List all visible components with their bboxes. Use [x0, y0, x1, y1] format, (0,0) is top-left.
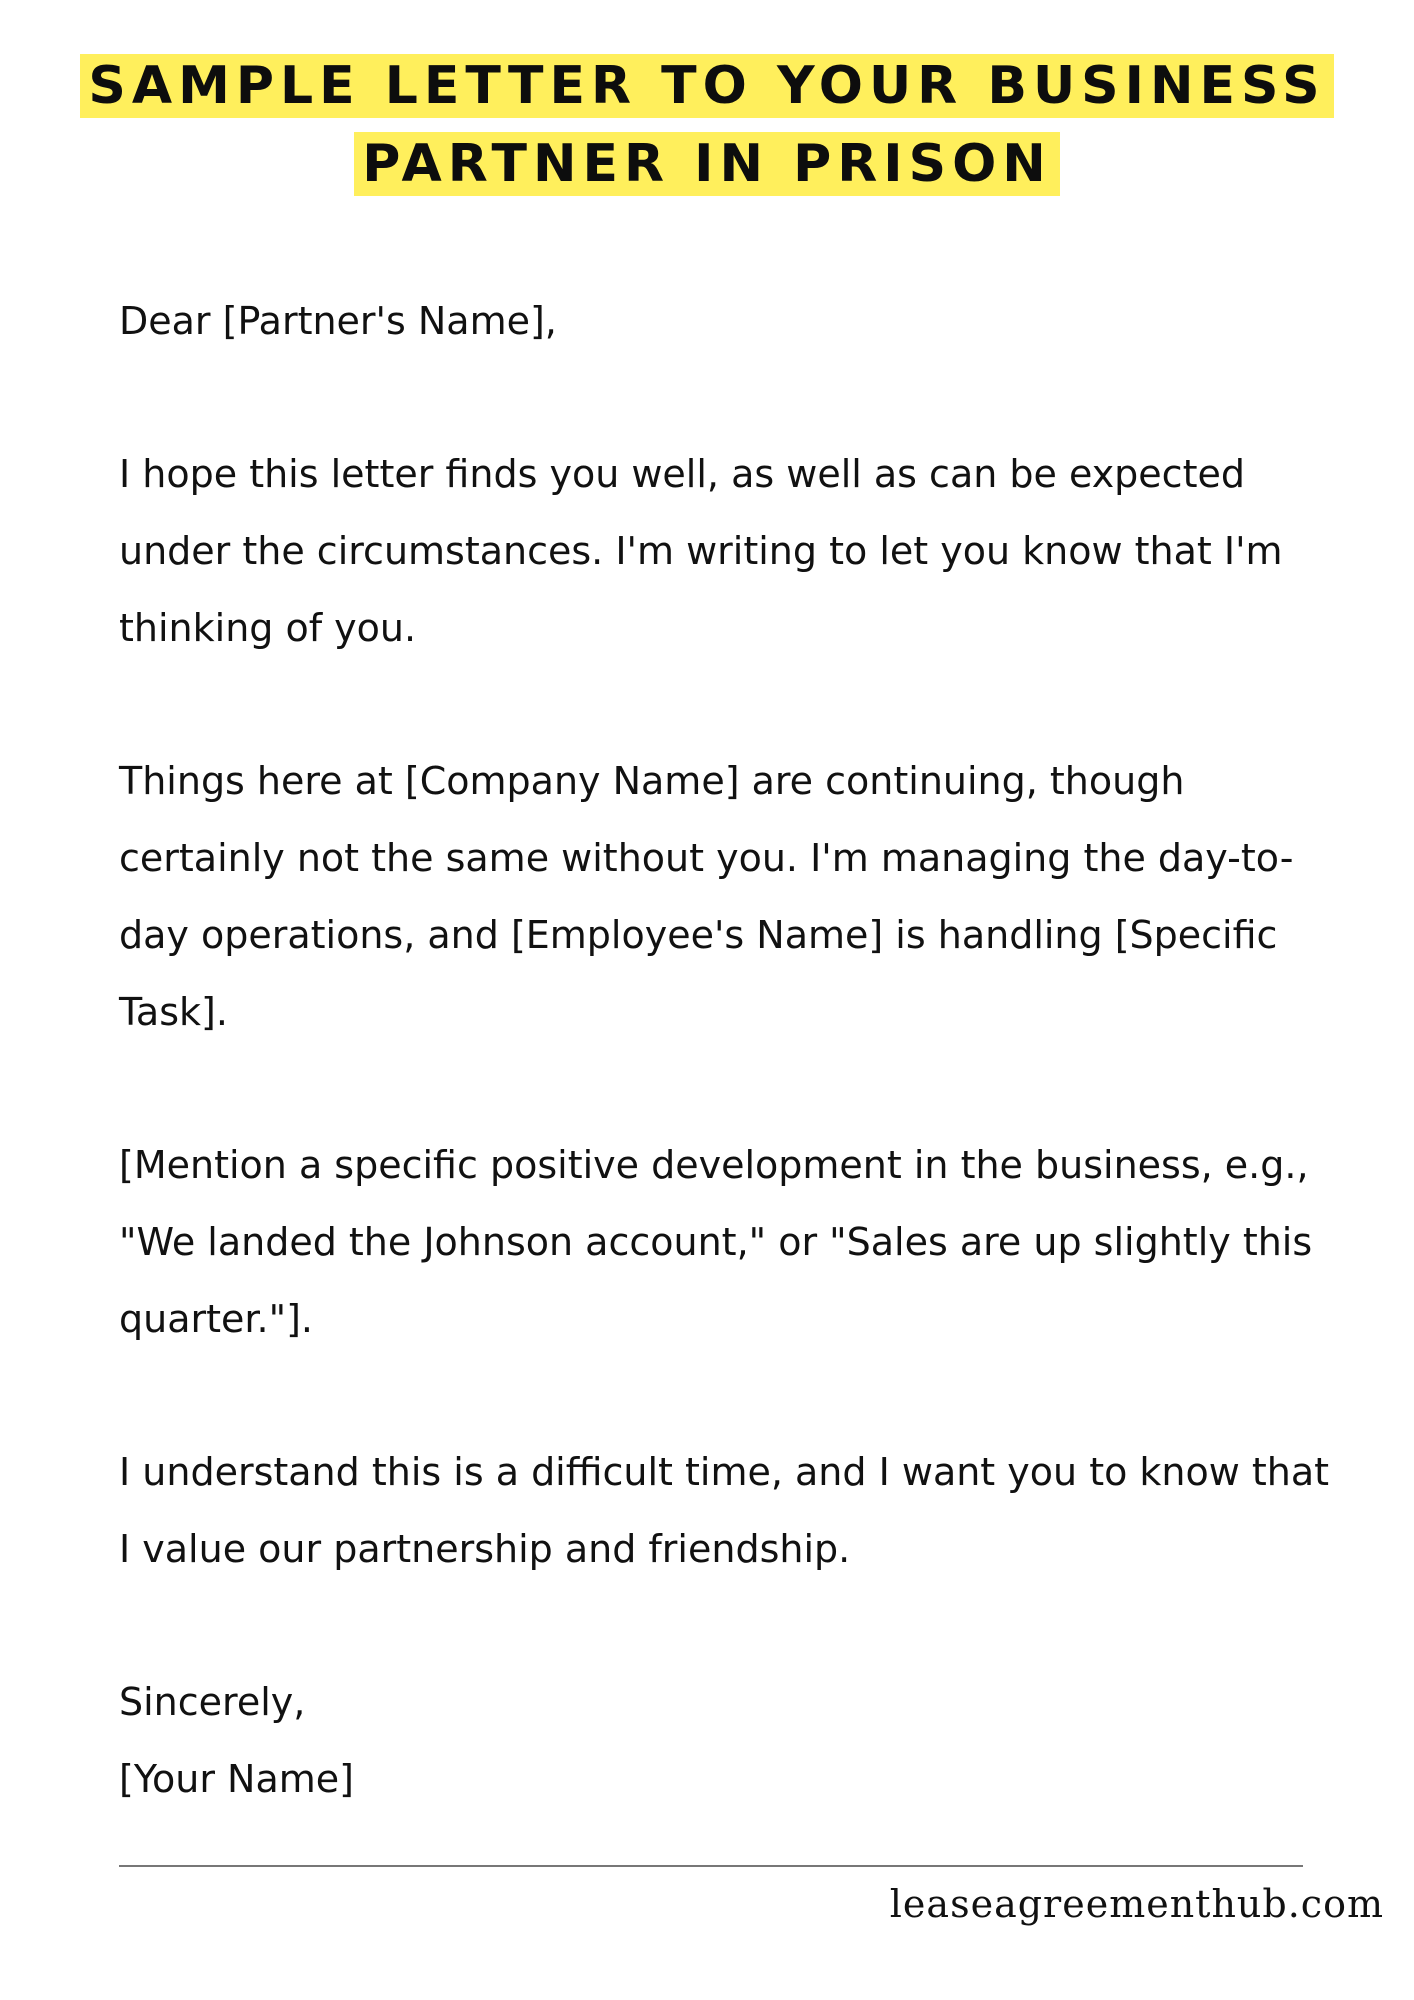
site-url: leaseagreementhub.com [889, 1882, 1384, 1926]
title-line-2: PARTNER IN PRISON [354, 132, 1060, 196]
signature: [Your Name] [119, 1757, 354, 1801]
closing: Sincerely, [119, 1680, 306, 1724]
paragraph-3: [Mention a specific positive development in the business, e.g., "We landed the Johnson account," or "Sales are up slightly this quarter."]. [119, 1143, 1313, 1341]
document-title [0, 47, 1414, 203]
title-line-1: SAMPLE LETTER TO YOUR BUSINESS [80, 54, 1333, 118]
paragraph-1: I hope this letter finds you well, as well as can be expected under the circumstances. I'm writing to let you know that I'm thinking of you. [119, 452, 1283, 650]
paragraph-4: I understand this is a difficult time, and I want you to know that I value our partnership and friendship. [119, 1450, 1330, 1571]
paragraph-2: Things here at [Company Name] are continuing, though certainly not the same without you. I'm managing the day-to-day operations, and [Employee's Name] is handling [Specific Task]. [119, 759, 1294, 1034]
salutation: Dear [Partner's Name], [119, 299, 557, 343]
letter-body [119, 283, 1349, 1818]
footer-divider [119, 1865, 1303, 1867]
